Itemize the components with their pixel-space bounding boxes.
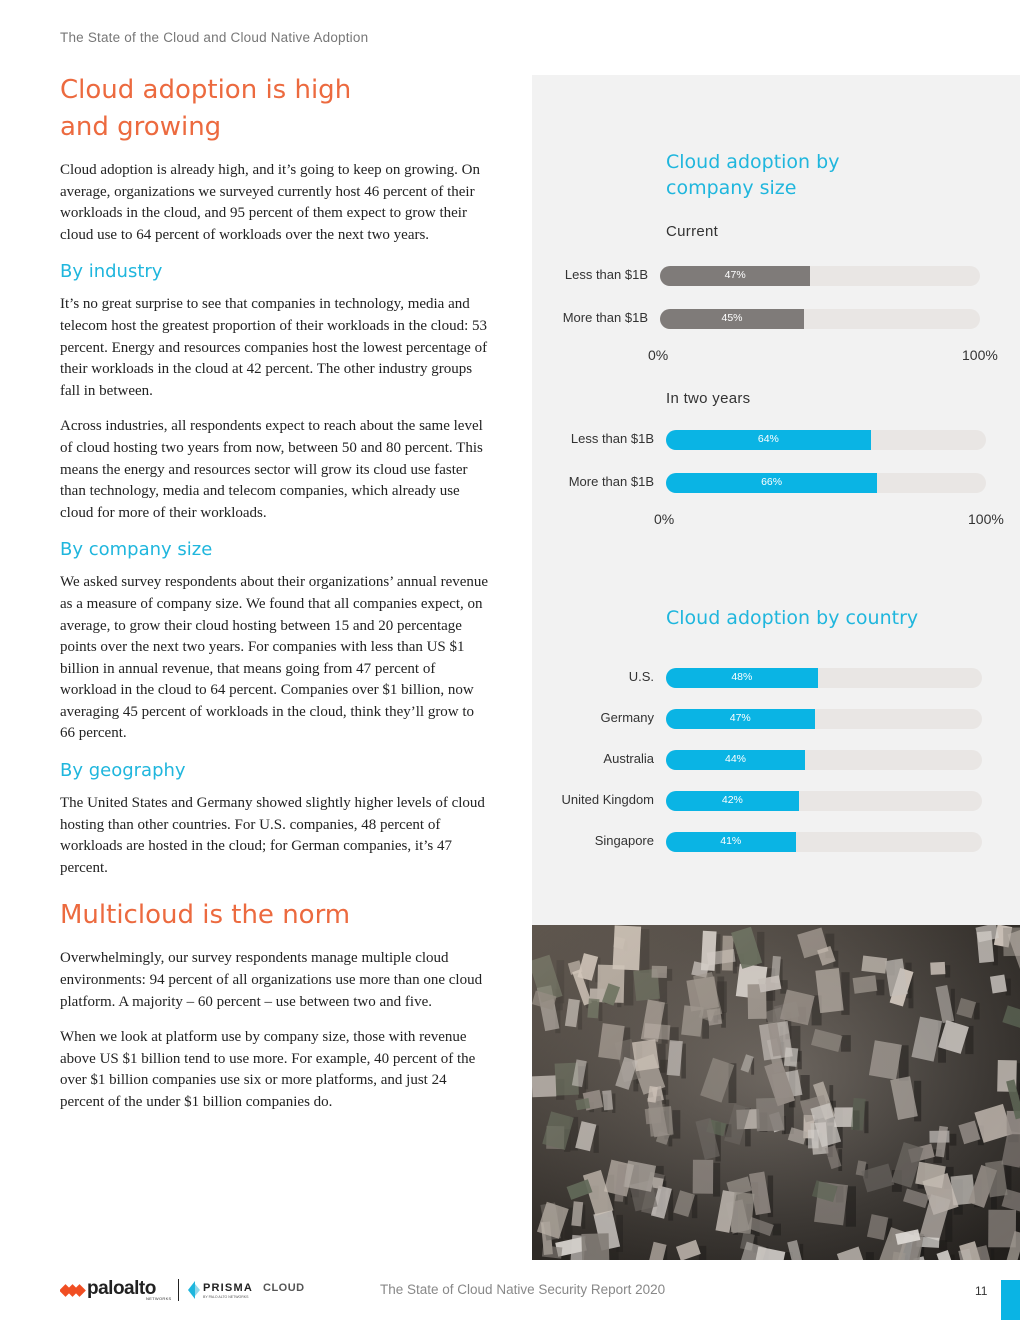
page-tab-accent	[1001, 1280, 1020, 1320]
bar-category-label: Singapore	[594, 833, 654, 848]
bar-value-label: 44%	[725, 753, 747, 765]
brand-subtext: NETWORKS	[146, 1296, 172, 1301]
chart-panel	[532, 75, 1020, 925]
logo-divider	[178, 1279, 179, 1301]
tick-label-max: 100%	[962, 347, 998, 363]
bar-category-label: Germany	[600, 710, 654, 725]
bar-row	[603, 750, 982, 770]
bar-row	[594, 832, 982, 852]
bar-row	[568, 473, 986, 493]
city-aerial-photo	[532, 925, 1020, 1260]
prisma-subtext: BY PALO ALTO NETWORKS	[203, 1295, 249, 1299]
prisma-wordmark: PRISMA	[203, 1282, 253, 1294]
bar-row	[628, 668, 982, 688]
bar-category-label: Less than $1B	[570, 431, 654, 446]
bar-value-label: 48%	[731, 671, 753, 683]
footer-report-title: The State of Cloud Native Security Report 2020	[380, 1282, 666, 1297]
company-size-paragraph: We asked survey respondents about their organizations’ annual revenue as a measure of company size. We found that all companies expect, on average, to grow their cloud hosting between 15 and 20 percentage points over the next two years. For companies with less than US $1 billion in annual revenue, that means going from 47 percent of workload in the cloud to 64 percent. Companies over $1 billion, now averaging 45 percent of workloads in the cloud, think they’ll grow to 66 percent.	[60, 574, 489, 742]
chart-title-country: Cloud adoption by country	[666, 607, 919, 629]
bar-category-label: More than $1B	[568, 474, 654, 489]
bar-value-label: 42%	[721, 794, 743, 806]
bar-value-label: 47%	[724, 269, 746, 281]
intro-paragraph: Cloud adoption is already high, and it’s going to keep on growing. On average, organizations we surveyed currently host 46 percent of their workloads in the cloud, and 95 percent of them expect to grow their cloud use to 64 percent of workloads over the next two years.	[60, 162, 480, 243]
bar-row	[570, 430, 986, 450]
tick-label-min: 0%	[654, 511, 675, 527]
bar-value-label: 41%	[720, 835, 742, 847]
city-aerial-illustration	[532, 925, 1020, 1260]
paloalto-logo	[60, 1279, 172, 1303]
bar-value-label: 47%	[729, 712, 751, 724]
group-label-two-years: In two years	[666, 390, 751, 407]
tick-label-min: 0%	[648, 347, 669, 363]
bar-category-label: Less than $1B	[564, 267, 648, 282]
page-number: 11	[975, 1284, 988, 1298]
running-header: The State of the Cloud and Cloud Native Adoption	[60, 30, 369, 45]
geography-paragraph: The United States and Germany showed slightly higher levels of cloud hosting than other countries. For U.S. companies, 48 percent of workloads are hosted in the cloud; for German companies, it’s 47 percent.	[60, 795, 485, 876]
bar-row	[564, 266, 980, 286]
heading-by-industry: By industry	[60, 261, 163, 283]
cloud-wordmark: CLOUD	[263, 1282, 305, 1294]
section-title-multicloud: Multicloud is the norm	[60, 900, 351, 931]
multicloud-paragraph-1: Overwhelmingly, our survey respondents manage multiple cloud environments: 94 percent of all organizations use more than one cloud platform. A majority – 60 percent – use between two and five.	[60, 950, 483, 1010]
bar-category-label: U.S.	[628, 669, 654, 684]
bar-value-label: 45%	[721, 312, 743, 324]
section-title-cloud-adoption: Cloud adoption is high and growing	[60, 75, 352, 142]
bar-value-label: 66%	[761, 476, 783, 488]
bar-category-label: Australia	[603, 751, 654, 766]
industry-paragraph-1: It’s no great surprise to see that companies in technology, media and telecom host the greatest proportion of their workloads in the cloud: 53 percent. Energy and resources companies host the lowest percentage of their workloads in the cloud at 42 percent. The other industry groups fall in between.	[60, 296, 488, 399]
multicloud-paragraph-2: When we look at platform use by company size, those with revenue above US $1 billion tend to use more. For example, 40 percent of the over $1 billion companies use six or more platforms, and just 24 percent of the under $1 billion companies do.	[60, 1029, 476, 1110]
group-label-current: Current	[666, 223, 719, 240]
bar-category-label: More than $1B	[562, 310, 648, 325]
chart-title-company-size: Cloud adoption by company size	[666, 151, 840, 199]
brand-wordmark: paloalto	[87, 1278, 156, 1299]
industry-paragraph-2: Across industries, all respondents expect to reach about the same level of cloud hosting two years from now, between 50 and 80 percent. This means the energy and resources sector will grow its cloud use faster than technology, media and telecom companies, which already use cloud for more of their workloads.	[60, 418, 483, 521]
bar-category-label: United Kingdom	[561, 792, 654, 807]
tick-label-max: 100%	[968, 511, 1004, 527]
prisma-mark-icon	[188, 1281, 202, 1299]
heading-by-geography: By geography	[60, 760, 186, 782]
bar-row	[561, 791, 982, 811]
article-column	[60, 72, 490, 1128]
heading-by-company-size: By company size	[60, 539, 213, 561]
bar-row	[600, 709, 982, 729]
bar-row	[562, 309, 980, 329]
bar-value-label: 64%	[757, 433, 779, 445]
